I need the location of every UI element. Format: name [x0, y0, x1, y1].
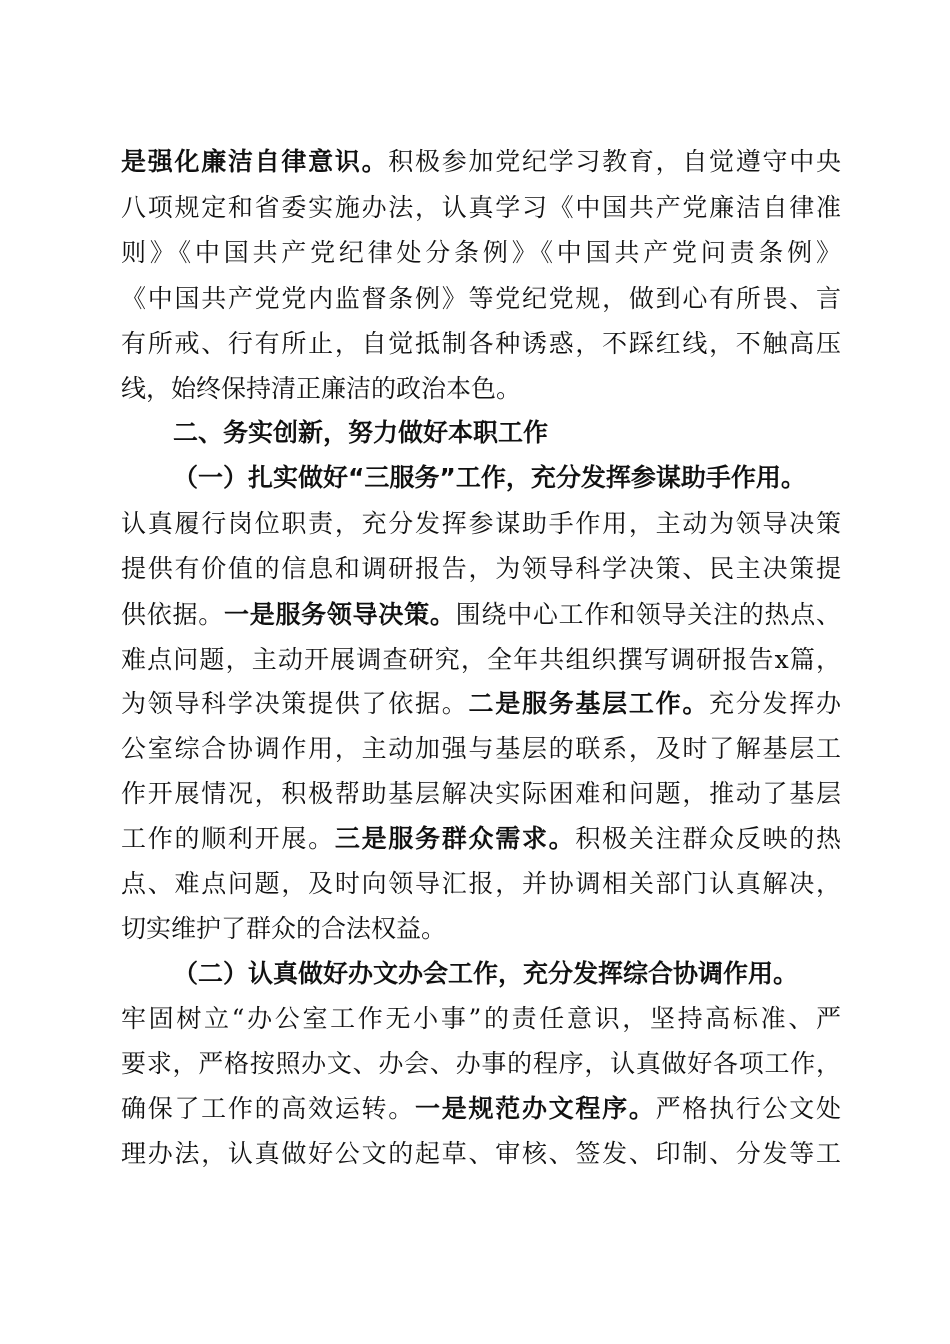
paragraph-line [121, 686, 841, 722]
paragraph-line: 有所戒、行有所止，自觉抵制各种诱惑，不踩红线，不触高压 [121, 329, 841, 358]
text-run: 充分发挥办 [709, 689, 841, 718]
paragraph-line: 要求，严格按照办文、办会、办事的程序，认真做好各项工作， [121, 1049, 841, 1078]
text-run: 积极关注群众反映的热 [575, 824, 841, 853]
paragraph-line: 则》《中国共产党纪律处分条例》《中国共产党问责条例》 [121, 238, 841, 267]
paragraph-line: 提供有价值的信息和调研报告，为领导科学决策、民主决策提 [121, 554, 841, 583]
paragraph-line: 认真履行岗位职责，充分发挥参谋助手作用，主动为领导决策 [121, 509, 841, 538]
paragraph-line: 点、难点问题，及时向领导汇报，并协调相关部门认真解决， [121, 869, 841, 898]
bold-lead: 是强化廉洁自律意识。 [121, 147, 389, 176]
paragraph-line: 《中国共产党党内监督条例》等党纪党规，做到心有所畏、言 [121, 284, 841, 313]
text-run: 积极参加党纪学习教育，自觉遵守中央 [388, 147, 841, 176]
paragraph-line [121, 1091, 841, 1127]
paragraph-line: 公室综合协调作用，主动加强与基层的联系，及时了解基层工 [121, 734, 841, 763]
subsection-heading: （一）扎实做好“三服务”工作，充分发挥参谋助手作用。 [173, 463, 806, 492]
paragraph-line: 线，始终保持清正廉洁的政治本色。 [121, 374, 522, 403]
bold-lead: 二是服务基层工作。 [468, 689, 710, 718]
paragraph-line [121, 144, 841, 180]
text-run: 围绕中心工作和领导关注的热点、 [455, 600, 841, 629]
paragraph-line: 作开展情况，积极帮助基层解决实际困难和问题，推动了基层 [121, 779, 841, 808]
paragraph-line: 牢固树立“办公室工作无小事”的责任意识，坚持高标准、严 [121, 1004, 841, 1033]
paragraph-line [121, 597, 841, 633]
paragraph-line: 切实维护了群众的合法权益。 [121, 914, 447, 943]
text-run: 为领导科学决策提供了依据。 [121, 689, 469, 718]
paragraph-line [121, 821, 841, 857]
paragraph-line: 难点问题，主动开展调查研究，全年共组织撰写调研报告x篇， [121, 645, 841, 674]
paragraph-line: 理办法，认真做好公文的起草、审核、签发、印制、分发等工 [121, 1139, 841, 1168]
text-run: 工作的顺利开展。 [121, 824, 335, 853]
bold-lead: 一是规范办文程序。 [415, 1094, 656, 1123]
bold-lead: 三是服务群众需求。 [334, 824, 576, 853]
section-heading: 二、务实创新，努力做好本职工作 [173, 418, 549, 447]
bold-lead: 一是服务领导决策。 [223, 600, 456, 629]
text-run: 确保了工作的高效运转。 [121, 1094, 416, 1123]
subsection-heading: （二）认真做好办文办会工作，充分发挥综合协调作用。 [173, 959, 799, 988]
paragraph-line: 八项规定和省委实施办法，认真学习《中国共产党廉洁自律准 [121, 193, 841, 222]
text-run: 供依据。 [121, 600, 224, 629]
text-run: 严格执行公文处 [655, 1094, 841, 1123]
